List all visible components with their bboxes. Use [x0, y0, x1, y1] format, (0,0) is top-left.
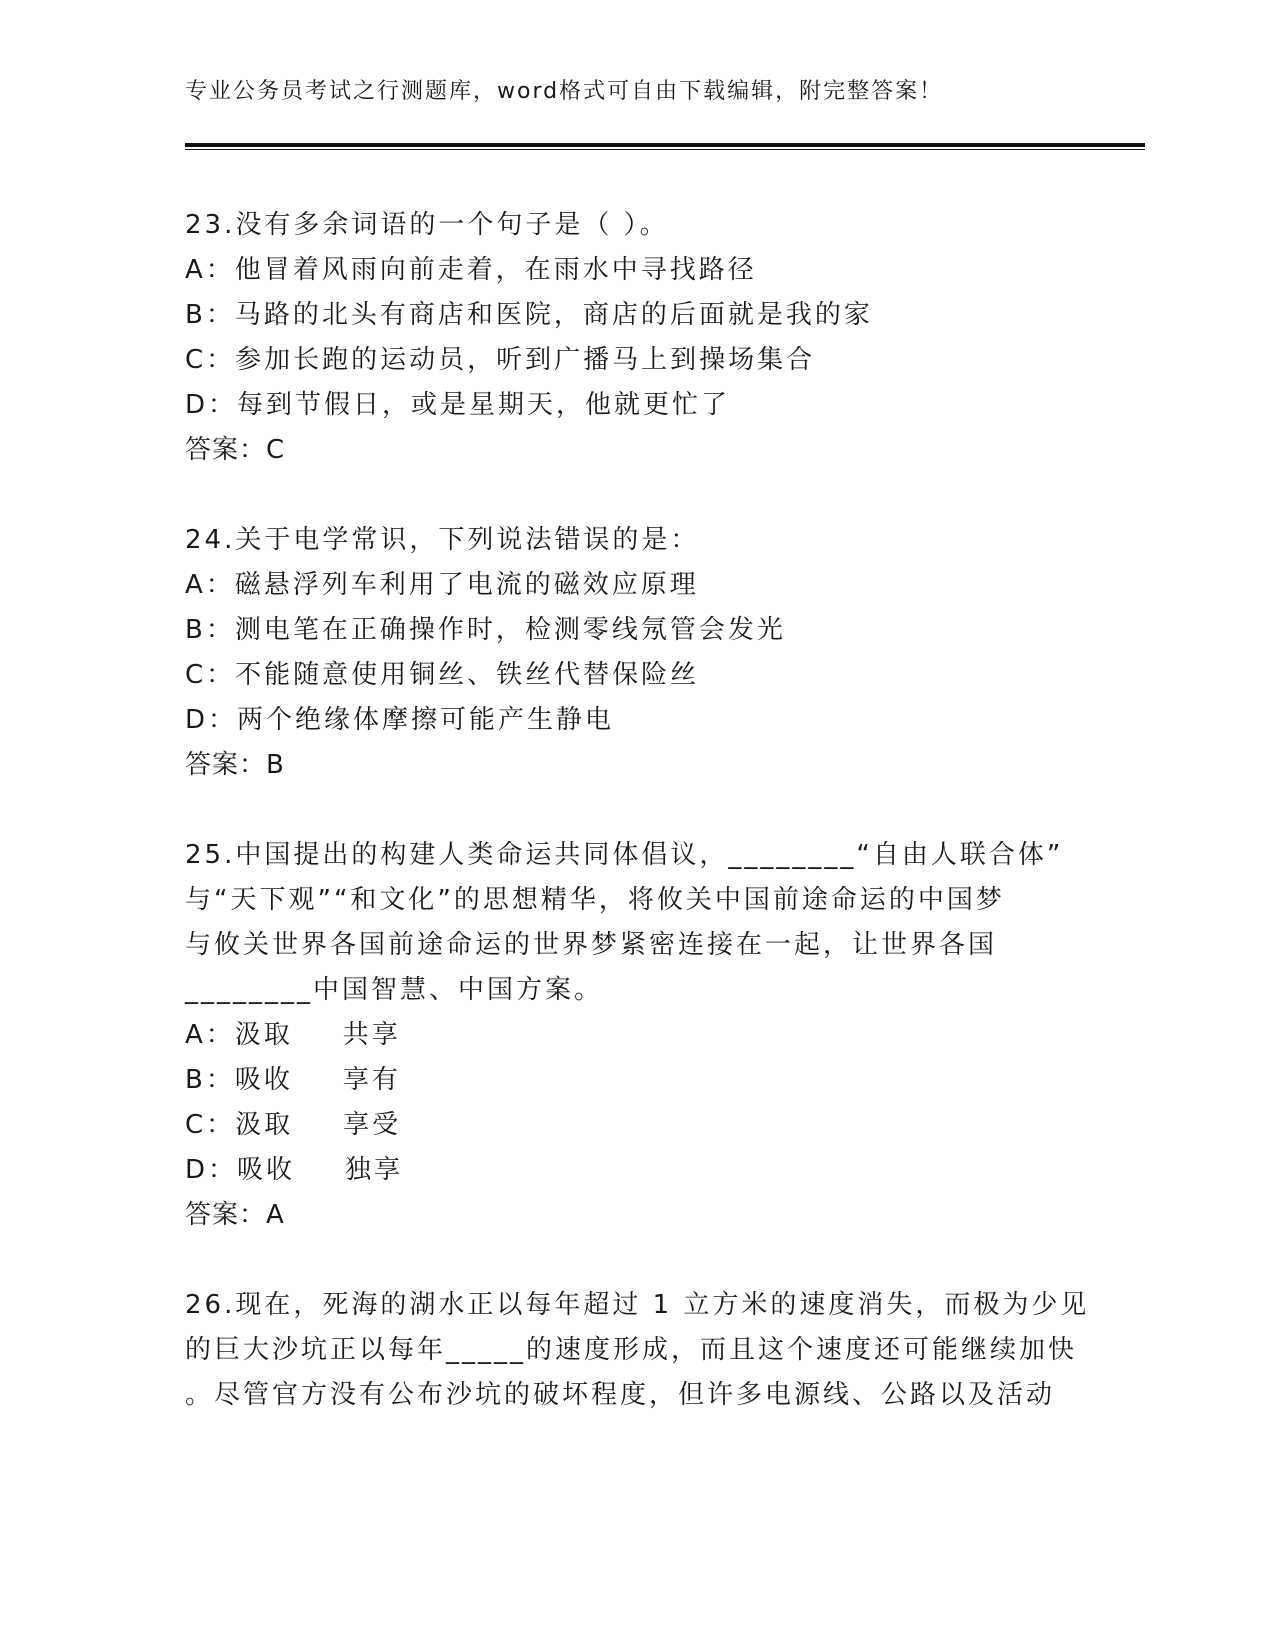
- header-rule-thick: [185, 143, 1145, 147]
- option-c: C：不能随意使用铜丝、铁丝代替保险丝: [185, 660, 700, 690]
- question-stem: 23.没有多余词语的一个句子是（ ）。: [185, 210, 669, 240]
- question-stem-line-3: 与攸关世界各国前途命运的世界梦紧密连接在一起，让世界各国: [185, 930, 998, 960]
- question-25: [185, 833, 1085, 1238]
- option-b-first: B：吸收: [185, 1065, 293, 1095]
- answer: 答案：B: [185, 750, 285, 780]
- option-a-first: A：汲取: [185, 1020, 293, 1050]
- option-a: A：他冒着风雨向前走着，在雨水中寻找路径: [185, 255, 757, 285]
- option-a: [185, 1013, 1085, 1058]
- option-c: [185, 1103, 1085, 1148]
- question-23: [185, 203, 1085, 473]
- header-rule-thin: [185, 149, 1145, 150]
- question-stem-line-1: 25.中国提出的构建人类命运共同体倡议，________“自由人联合体”: [185, 840, 1064, 870]
- question-stem-line-3: 。尽管官方没有公布沙坑的破坏程度，但许多电源线、公路以及活动: [185, 1380, 1056, 1410]
- option-d: D：每到节假日，或是星期天，他就更忙了: [185, 390, 731, 420]
- answer: 答案：A: [185, 1200, 285, 1230]
- option-d-second: 独享: [345, 1155, 404, 1185]
- question-stem-line-1: 26.现在，死海的湖水正以每年超过 1 立方米的速度消失，而极为少见: [185, 1290, 1090, 1320]
- content: [185, 203, 1090, 1418]
- option-d: D：两个绝缘体摩擦可能产生静电: [185, 705, 615, 735]
- question-26: [185, 1283, 1090, 1418]
- question-stem-line-4: ________中国智慧、中国方案。: [185, 975, 604, 1005]
- answer: 答案：C: [185, 435, 286, 465]
- option-d: [185, 1148, 1085, 1193]
- option-c: C：参加长跑的运动员，听到广播马上到操场集合: [185, 345, 816, 375]
- option-a-second: 共享: [342, 1020, 401, 1050]
- option-b: [185, 1058, 1085, 1103]
- question-stem-line-2: 与“天下观”“和文化”的思想精华，将攸关中国前途命运的中国梦: [185, 885, 1005, 915]
- question-24: [185, 518, 1085, 788]
- option-b-second: 享有: [342, 1065, 401, 1095]
- page-header: 专业公务员考试之行测题库，word格式可自由下载编辑，附完整答案！: [185, 79, 944, 104]
- option-b: B：马路的北头有商店和医院，商店的后面就是我的家: [185, 300, 873, 330]
- option-b: B：测电笔在正确操作时，检测零线氖管会发光: [185, 615, 786, 645]
- option-c-second: 享受: [343, 1110, 402, 1140]
- option-d-first: D：吸收: [185, 1155, 296, 1185]
- question-stem-line-2: 的巨大沙坑正以每年_____的速度形成，而且这个速度还可能继续加快: [185, 1335, 1078, 1365]
- option-c-first: C：汲取: [185, 1110, 294, 1140]
- question-stem: 24.关于电学常识，下列说法错误的是：: [185, 525, 700, 555]
- option-a: A：磁悬浮列车利用了电流的磁效应原理: [185, 570, 699, 600]
